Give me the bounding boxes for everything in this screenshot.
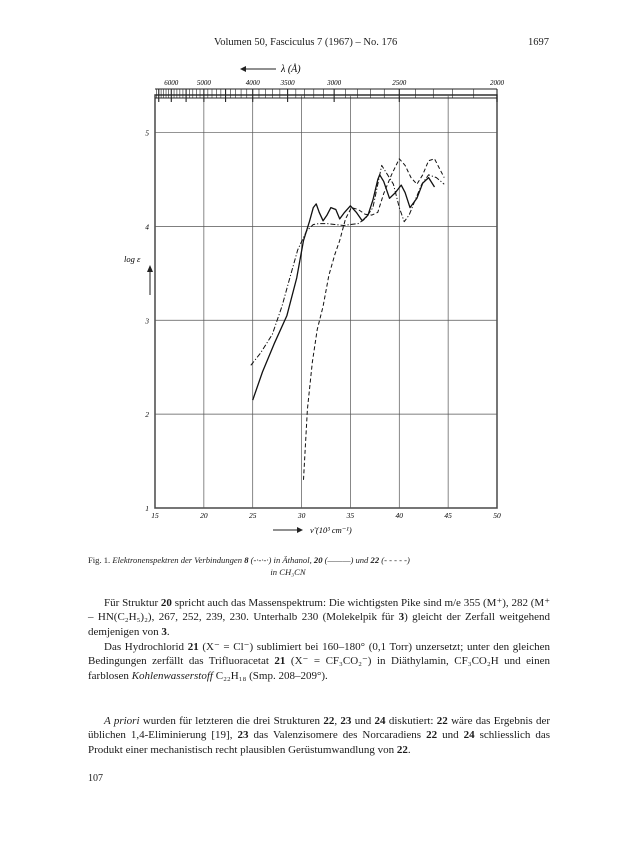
paragraph-3: A priori wurden für letzteren die drei Strukturen 22, 23 und 24 diskutiert: 22 wäre das Ergebnis der üblichen 1,4-Eliminierung [19], 23 das Valenzisomere des Norcaradiens 22 und 24 schliesslich das Produkt einer mechanistisch recht plausiblen Gerüstumwandlung von 22. <box>88 715 551 756</box>
caption-series-22: (- - - - -) <box>381 555 410 565</box>
x-tick-label: 25 <box>248 511 257 520</box>
top-axis-label: λ (Å) <box>281 64 301 75</box>
x-tick-label: 45 <box>444 511 452 520</box>
x-tick-label: 30 <box>297 511 306 520</box>
caption-series-20: (———) und <box>324 555 369 565</box>
running-header: Volumen 50, Fasciculus 7 (1967) – No. 176 <box>214 37 398 48</box>
paragraph-1: Für Struktur 20 spricht auch das Massenspektrum: Die wichtigsten Pike sind m/e 355 (M⁺), 282 (M⁺ – HN(C₂H₅)₂), 267, 252, 239, 230. Unterhalb 230 (Molekelpik für 3) gleicht der Zerfall weitgehend demjenigen von 3. <box>88 597 550 638</box>
y-axis-label: log ε <box>124 254 141 264</box>
y-tick-label: 1 <box>145 504 149 513</box>
top-tick-label: 6000 <box>164 79 179 87</box>
caption-compound-8: 8 <box>244 555 249 565</box>
x-tick-label: 35 <box>346 511 355 520</box>
x-tick-label: 20 <box>200 511 208 520</box>
top-tick-label: 2500 <box>392 79 407 87</box>
chart-plot-area <box>251 159 444 480</box>
top-tick-label: 2000 <box>490 79 504 87</box>
page-number-top: 1697 <box>528 37 549 48</box>
top-tick-label: 4000 <box>245 79 260 87</box>
series-line-solid <box>253 175 435 400</box>
x-tick-label: 15 <box>151 511 159 520</box>
caption-title: Elektronenspektren der Verbindungen <box>112 555 243 565</box>
figure-caption <box>88 554 548 578</box>
page-number-bottom: 107 <box>88 773 103 784</box>
x-tick-label: 50 <box>493 511 501 520</box>
caption-series-8: (-·-·-·) in Äthanol, <box>250 555 312 565</box>
caption-compound-22: 22 <box>370 555 380 565</box>
x-arrow-icon <box>297 527 303 533</box>
top-tick-label: 3000 <box>327 79 342 87</box>
y-tick-label: 2 <box>145 410 149 420</box>
caption-line-2: in CH₃CN <box>270 567 306 577</box>
paragraph-2: Das Hydrochlorid 21 (X⁻ = Cl⁻) sublimiert bei 160–180° (0,1 Torr) unzersetzt; unter den gleichen Bedingungen zerfällt das Trifluoracetat 21 (X⁻ = CF₃CO₂⁻) in Diäthylamin, CF₃CO₂H und einen farblosen Kohlenwasserstoff C₂₂H₁₈ (Smp. 208–209°). <box>88 641 550 682</box>
y-arrow-icon <box>147 265 153 272</box>
y-tick-label: 5 <box>145 128 149 138</box>
series-line-dashed <box>304 159 445 480</box>
caption-compound-20: 20 <box>313 555 323 565</box>
x-axis-label: ν̃ (10³ cm⁻¹) <box>310 525 352 535</box>
caption-line-1 <box>88 554 548 566</box>
lambda-arrow-icon <box>240 66 246 72</box>
y-tick-label: 3 <box>145 316 149 326</box>
y-tick-label: 4 <box>145 222 149 232</box>
series-line-dash-dot <box>251 165 444 365</box>
x-tick-label: 40 <box>395 511 404 520</box>
top-tick-label: 3500 <box>280 79 295 87</box>
top-tick-label: 5000 <box>196 79 211 87</box>
chart-grid <box>155 89 497 508</box>
plot-frame <box>155 95 497 508</box>
chart-axes <box>124 63 505 535</box>
caption-label: Fig. 1. <box>88 555 111 565</box>
